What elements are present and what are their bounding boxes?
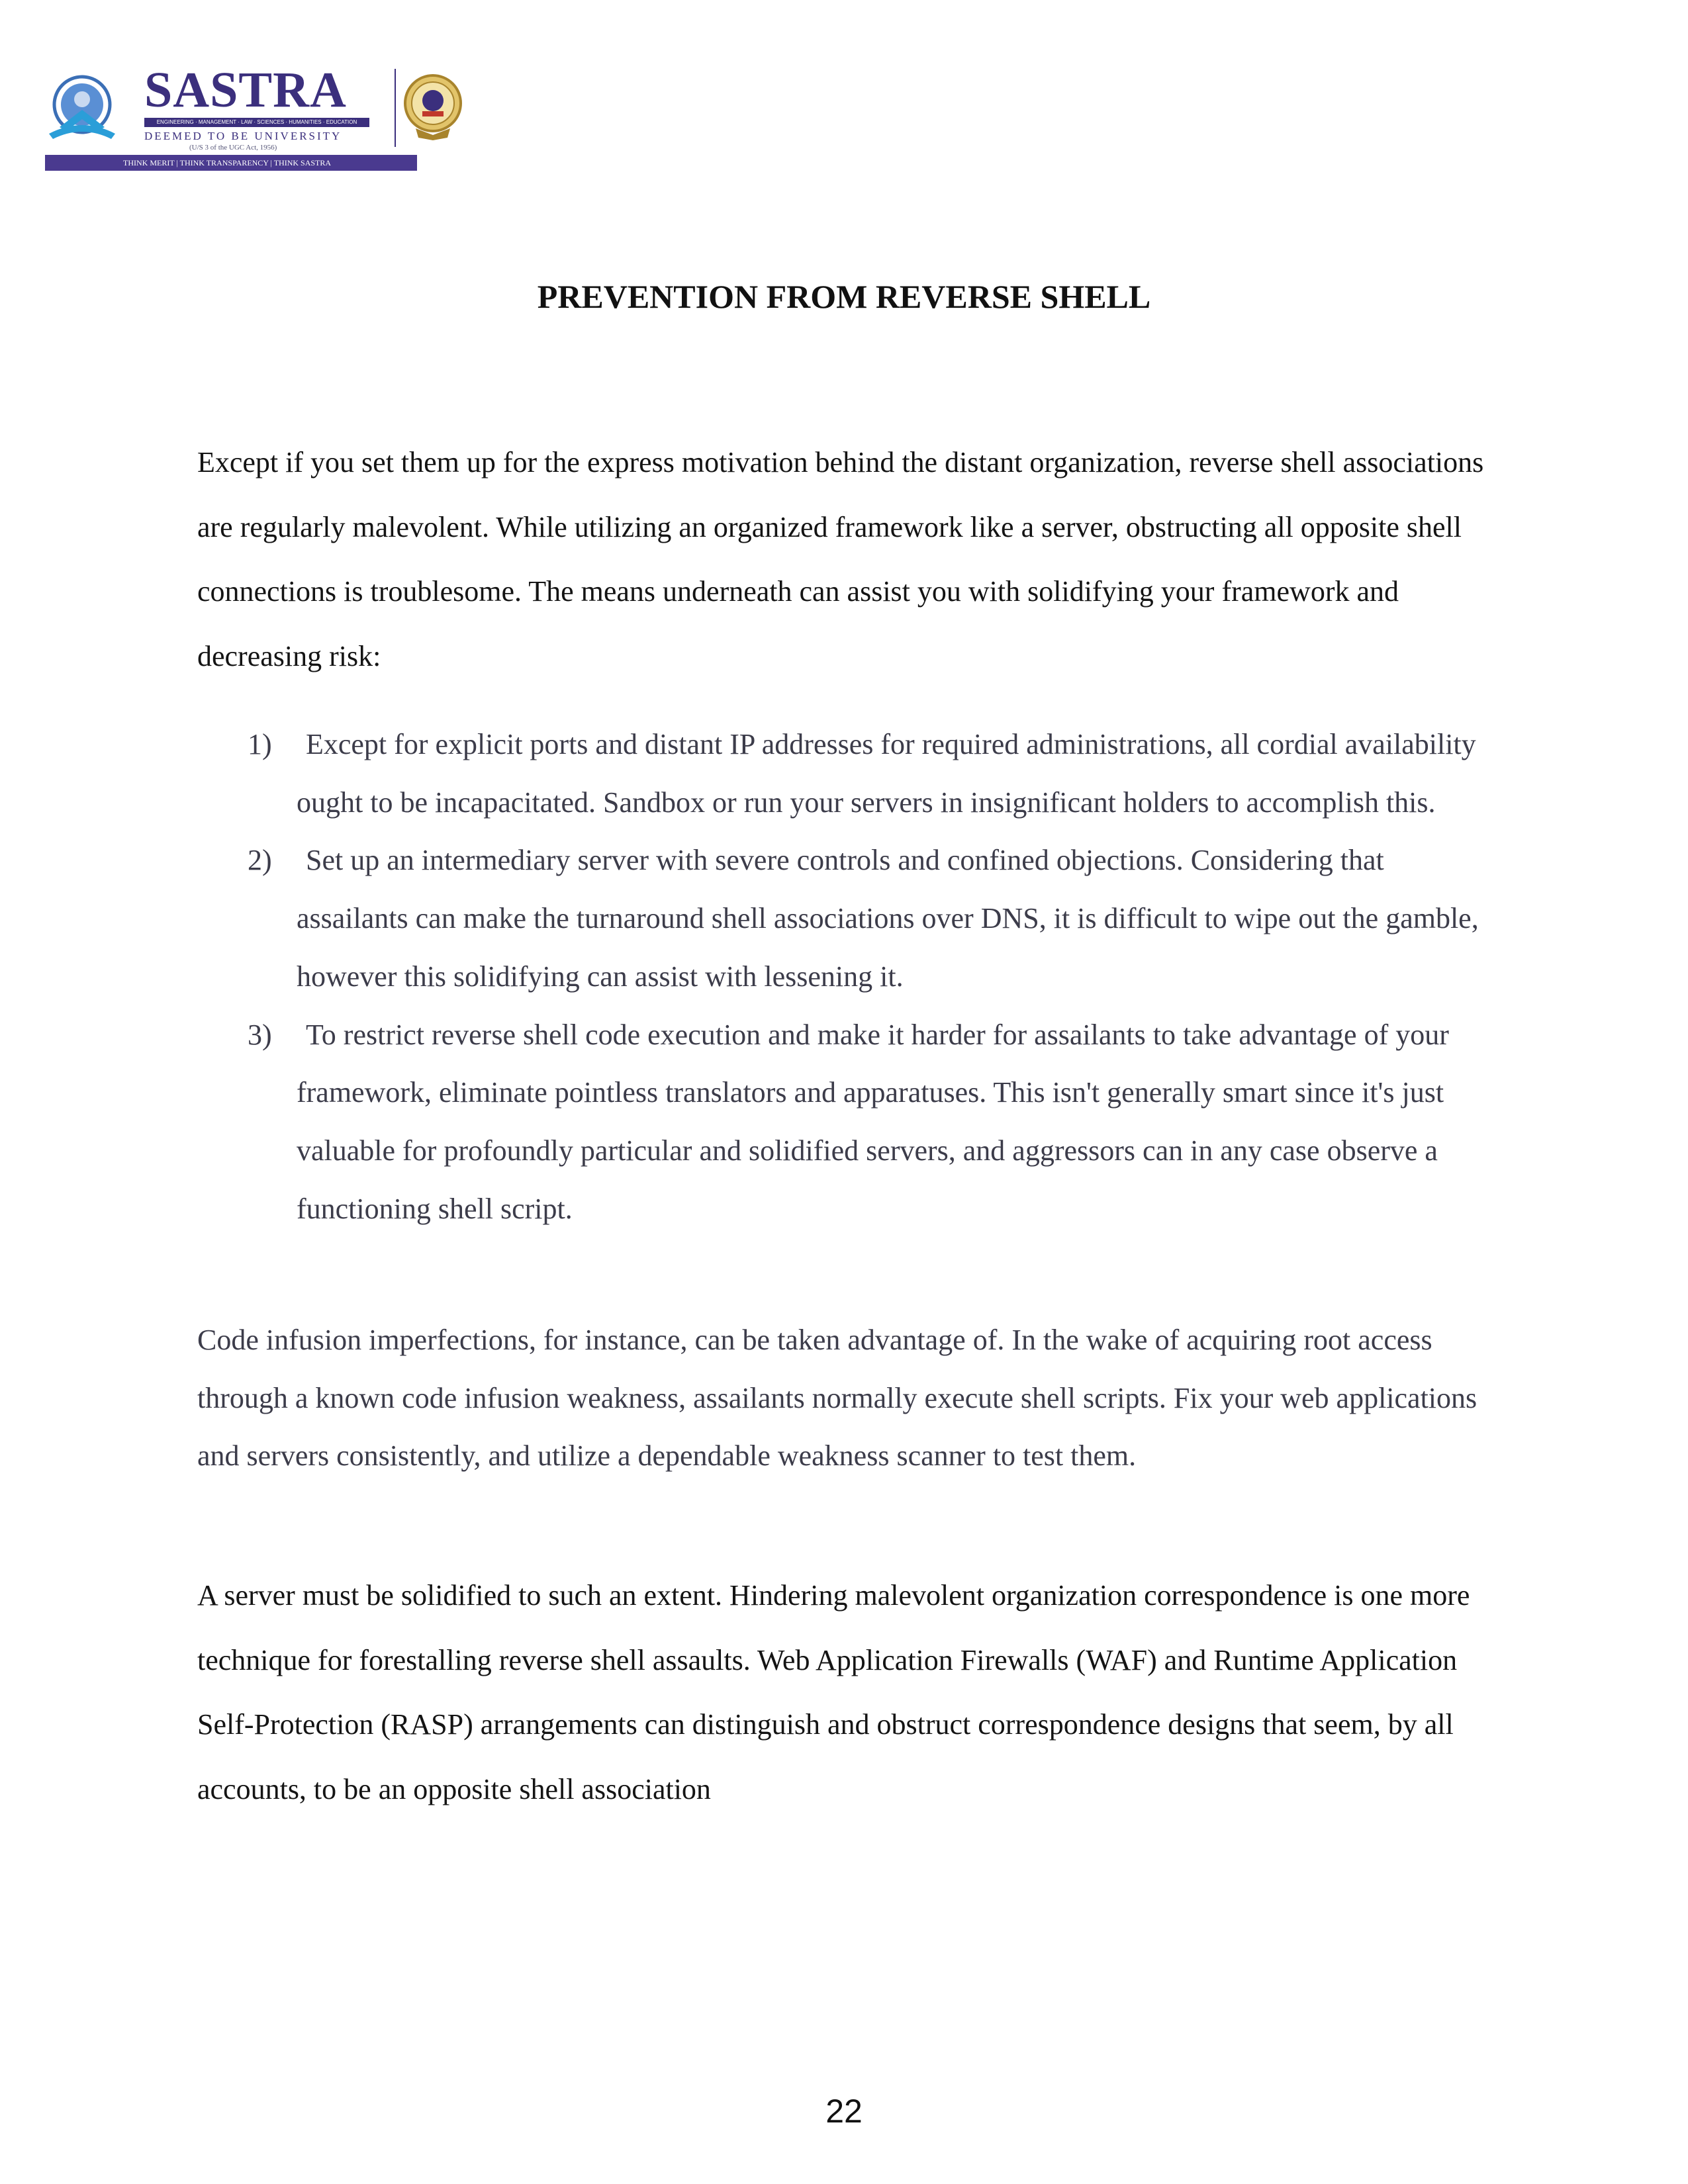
logo-top-row [45, 62, 417, 155]
list-item-number: 2) [248, 844, 272, 877]
page-title: PREVENTION FROM REVERSE SHELL [537, 277, 1151, 315]
page-number: 22 [825, 2093, 863, 2130]
list-item-text: Except for explicit ports and distant IP addresses for required administrations, all cordial availability ought to be incapacitated. Sandbox or run your servers in insignificant holders to accomplish this. [297, 728, 1476, 819]
brand-block [144, 62, 389, 155]
list-item-text: To restrict reverse shell code execution and make it harder for assailants to take advantage of your framework, eliminate pointless translators and apparatuses. This isn't generally smart since it's just valuable for profoundly particular and solidified servers, and aggressors can in any case observe a functioning shell script. [297, 1018, 1449, 1225]
list-item [197, 831, 1495, 1005]
university-emblem-icon [45, 70, 119, 144]
brand-streams: ENGINEERING · MANAGEMENT · LAW · SCIENCES · HUMANITIES · EDUCATION [144, 118, 369, 127]
server-hardening-paragraph: A server must be solidified to such an extent. Hindering malevolent organization correspondence is one more technique for forestalling reverse shell assaults. Web Application Firewalls (WAF) and Runtime Application Self-Protection (RASP) arrangements can distinguish and obstruct correspondence designs that seem, by all accounts, to be an opposite shell association [197, 1579, 1470, 1806]
logo-tagline: THINK MERIT | THINK TRANSPARENCY | THINK SASTRA [45, 155, 417, 171]
list-item [197, 1006, 1495, 1238]
code-injection-paragraph: Code infusion imperfections, for instance, can be taken advantage of. In the wake of acquiring root access through a known code infusion weakness, assailants normally execute shell scripts. Fix your web applications and servers consistently, and utilize a dependable weakness scanner to test them. [197, 1324, 1477, 1473]
gold-seal-icon [402, 71, 463, 140]
brand-act: (U/S 3 of the UGC Act, 1956) [189, 144, 277, 152]
list-item-text: Set up an intermediary server with severe controls and confined objections. Considering that assailants can make the turnaround shell associations over DNS, it is difficult to wipe out the gamble, however this solidifying can assist with lessening it. [297, 844, 1479, 993]
list-item-number: 1) [248, 728, 272, 760]
intro-paragraph: Except if you set them up for the express motivation behind the distant organization, reverse shell associations are regularly malevolent. While utilizing an organized framework like a server, obstructing all opposite shell connections is troublesome. The means underneath can assist you with solidifying your framework and decreasing risk: [197, 446, 1484, 673]
university-logo [45, 62, 417, 172]
logo-divider [395, 69, 396, 147]
brand-deemed: DEEMED TO BE UNIVERSITY [144, 130, 342, 142]
prevention-steps-list [197, 715, 1495, 1238]
brand-name: SASTRA [144, 62, 347, 118]
list-item [197, 715, 1495, 831]
list-item-number: 3) [248, 1018, 272, 1051]
